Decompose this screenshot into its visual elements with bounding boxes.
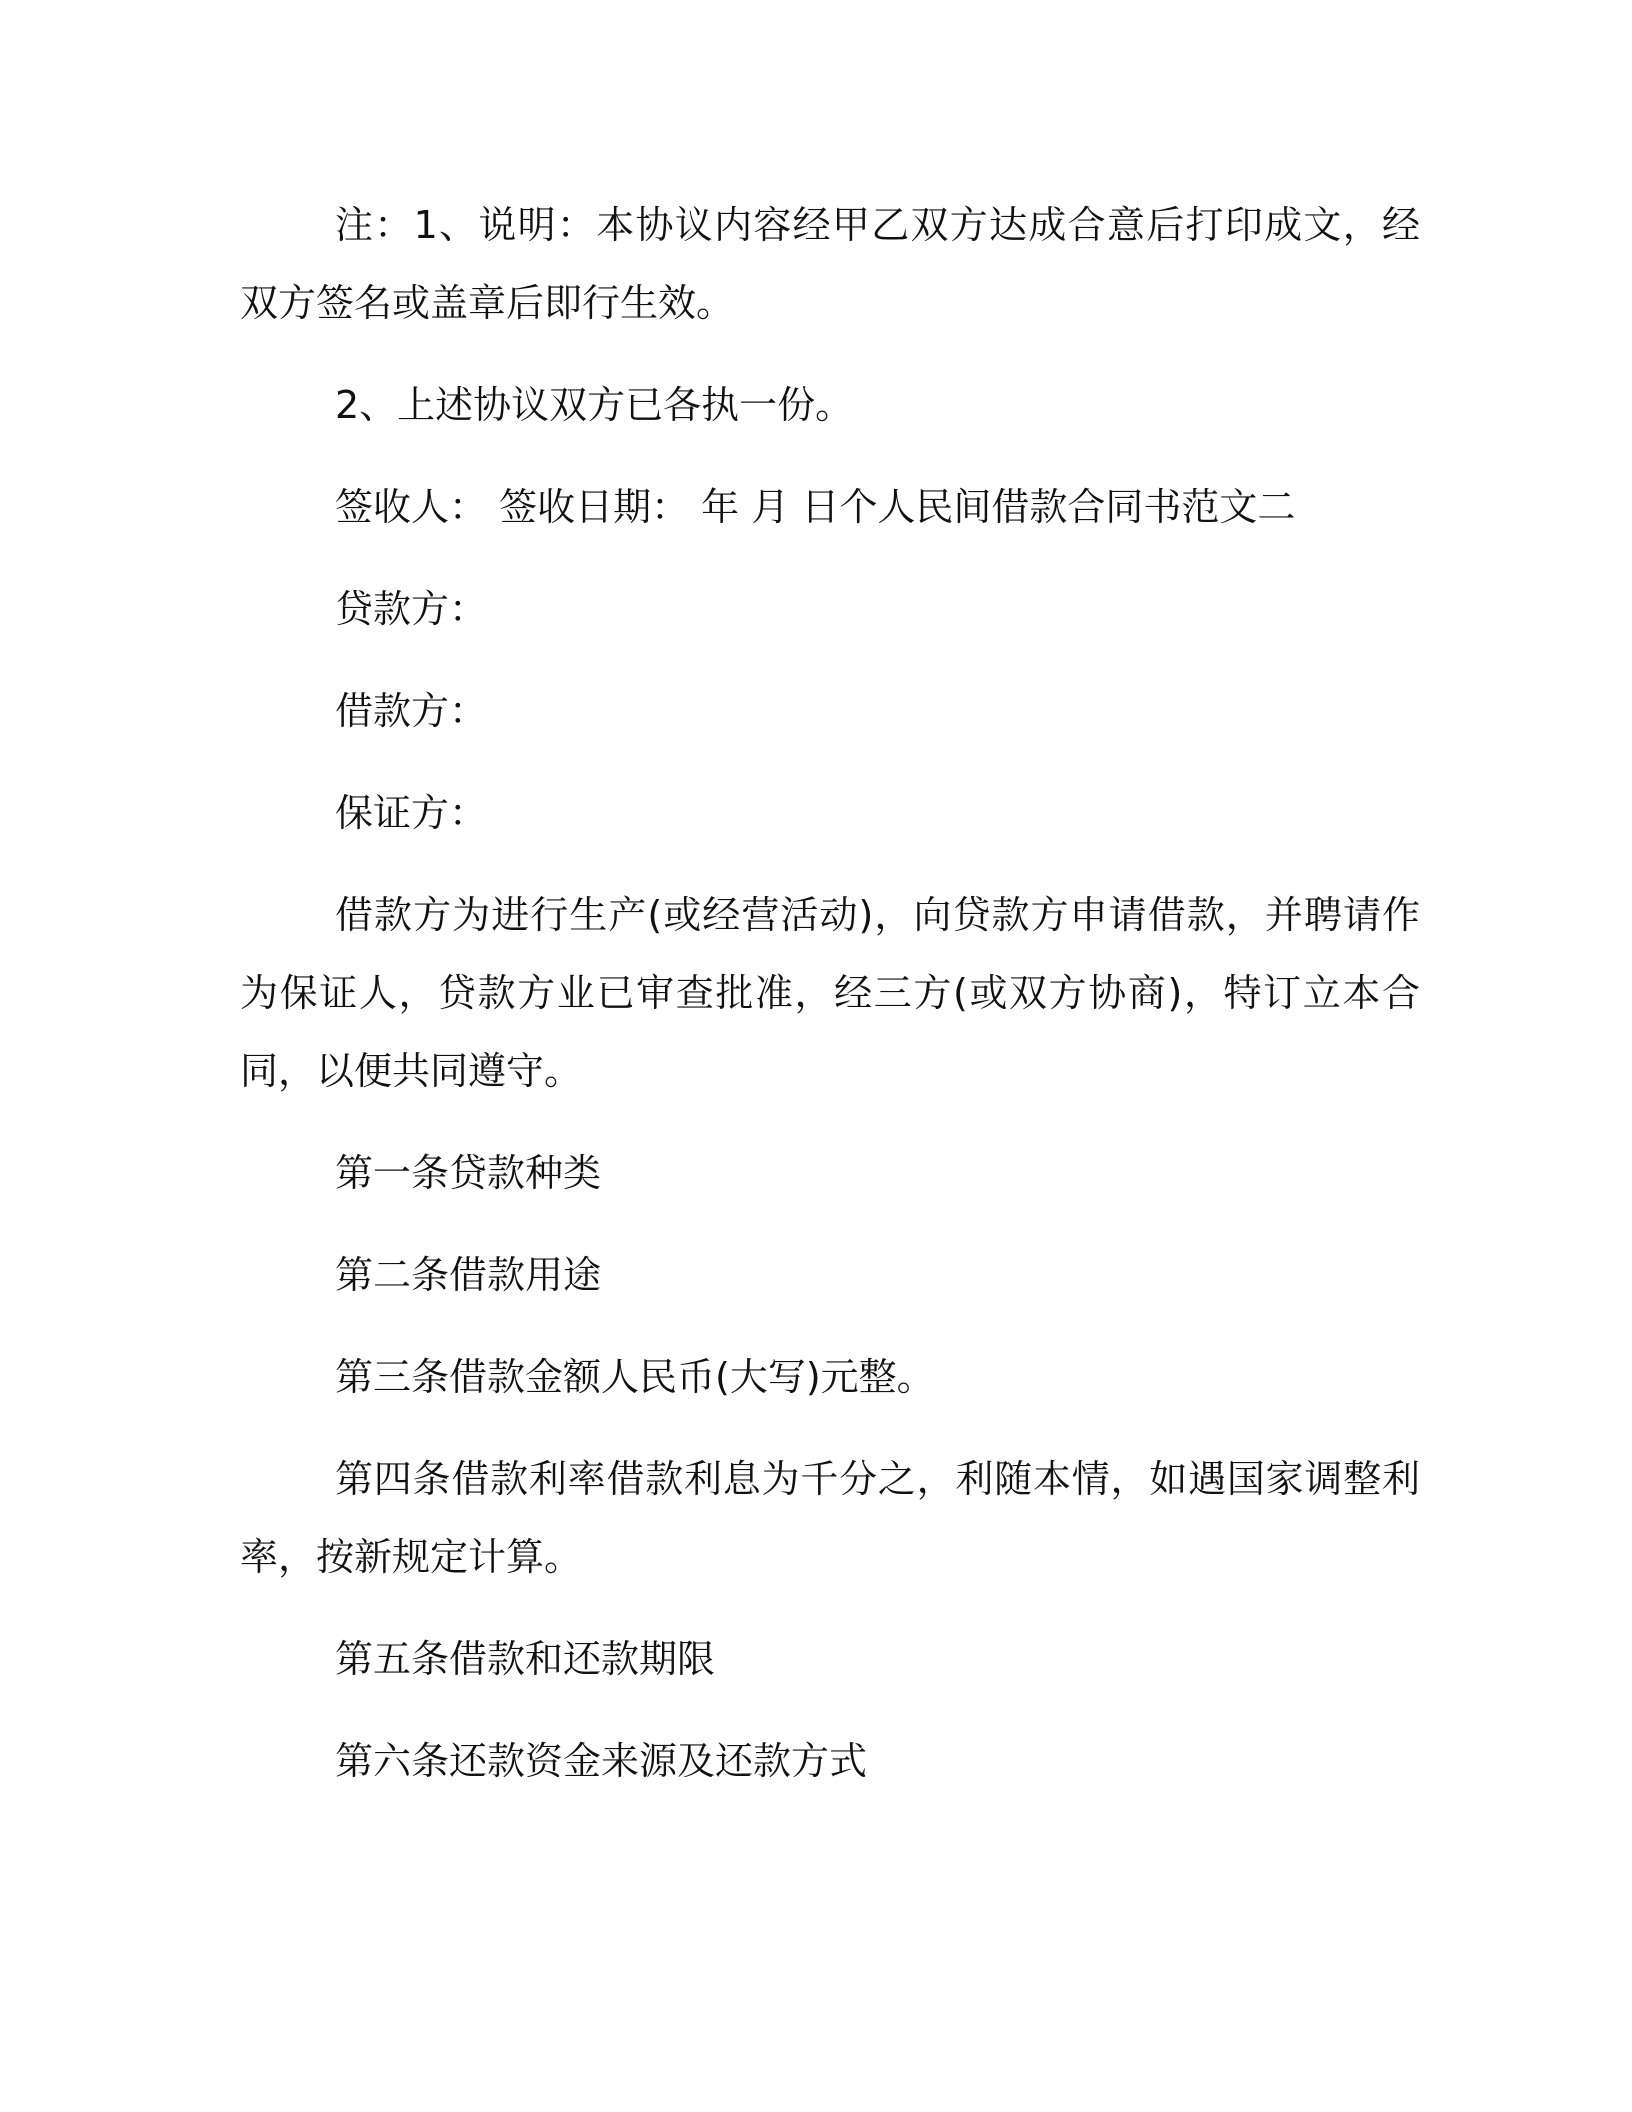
article-5: 第五条借款和还款期限	[335, 1637, 716, 1681]
document-body	[240, 186, 1420, 1824]
article-1: 第一条贷款种类	[335, 1151, 602, 1195]
signature-line: 签收人： 签收日期： 年 月 日个人民间借款合同书范文二	[335, 485, 1296, 529]
borrower-line: 借款方：	[335, 689, 488, 733]
article-4: 第四条借款利率借款利息为千分之，利随本情，如遇国家调整利率，按新规定计算。	[240, 1457, 1420, 1579]
note-item-2: 2、上述协议双方已各执一份。	[335, 383, 854, 427]
intro-paragraph: 借款方为进行生产(或经营活动)，向贷款方申请借款，并聘请作为保证人，贷款方业已审查批准，经三方(或双方协商)，特订立本合同，以便共同遵守。	[240, 893, 1420, 1093]
note-paragraph: 注：1、说明：本协议内容经甲乙双方达成合意后打印成文，经双方签名或盖章后即行生效。	[240, 203, 1420, 325]
lender-line: 贷款方：	[335, 587, 488, 631]
article-2: 第二条借款用途	[335, 1253, 602, 1297]
article-3: 第三条借款金额人民币(大写)元整。	[335, 1355, 935, 1399]
article-6: 第六条还款资金来源及还款方式	[335, 1739, 868, 1783]
guarantor-line: 保证方：	[335, 791, 488, 835]
